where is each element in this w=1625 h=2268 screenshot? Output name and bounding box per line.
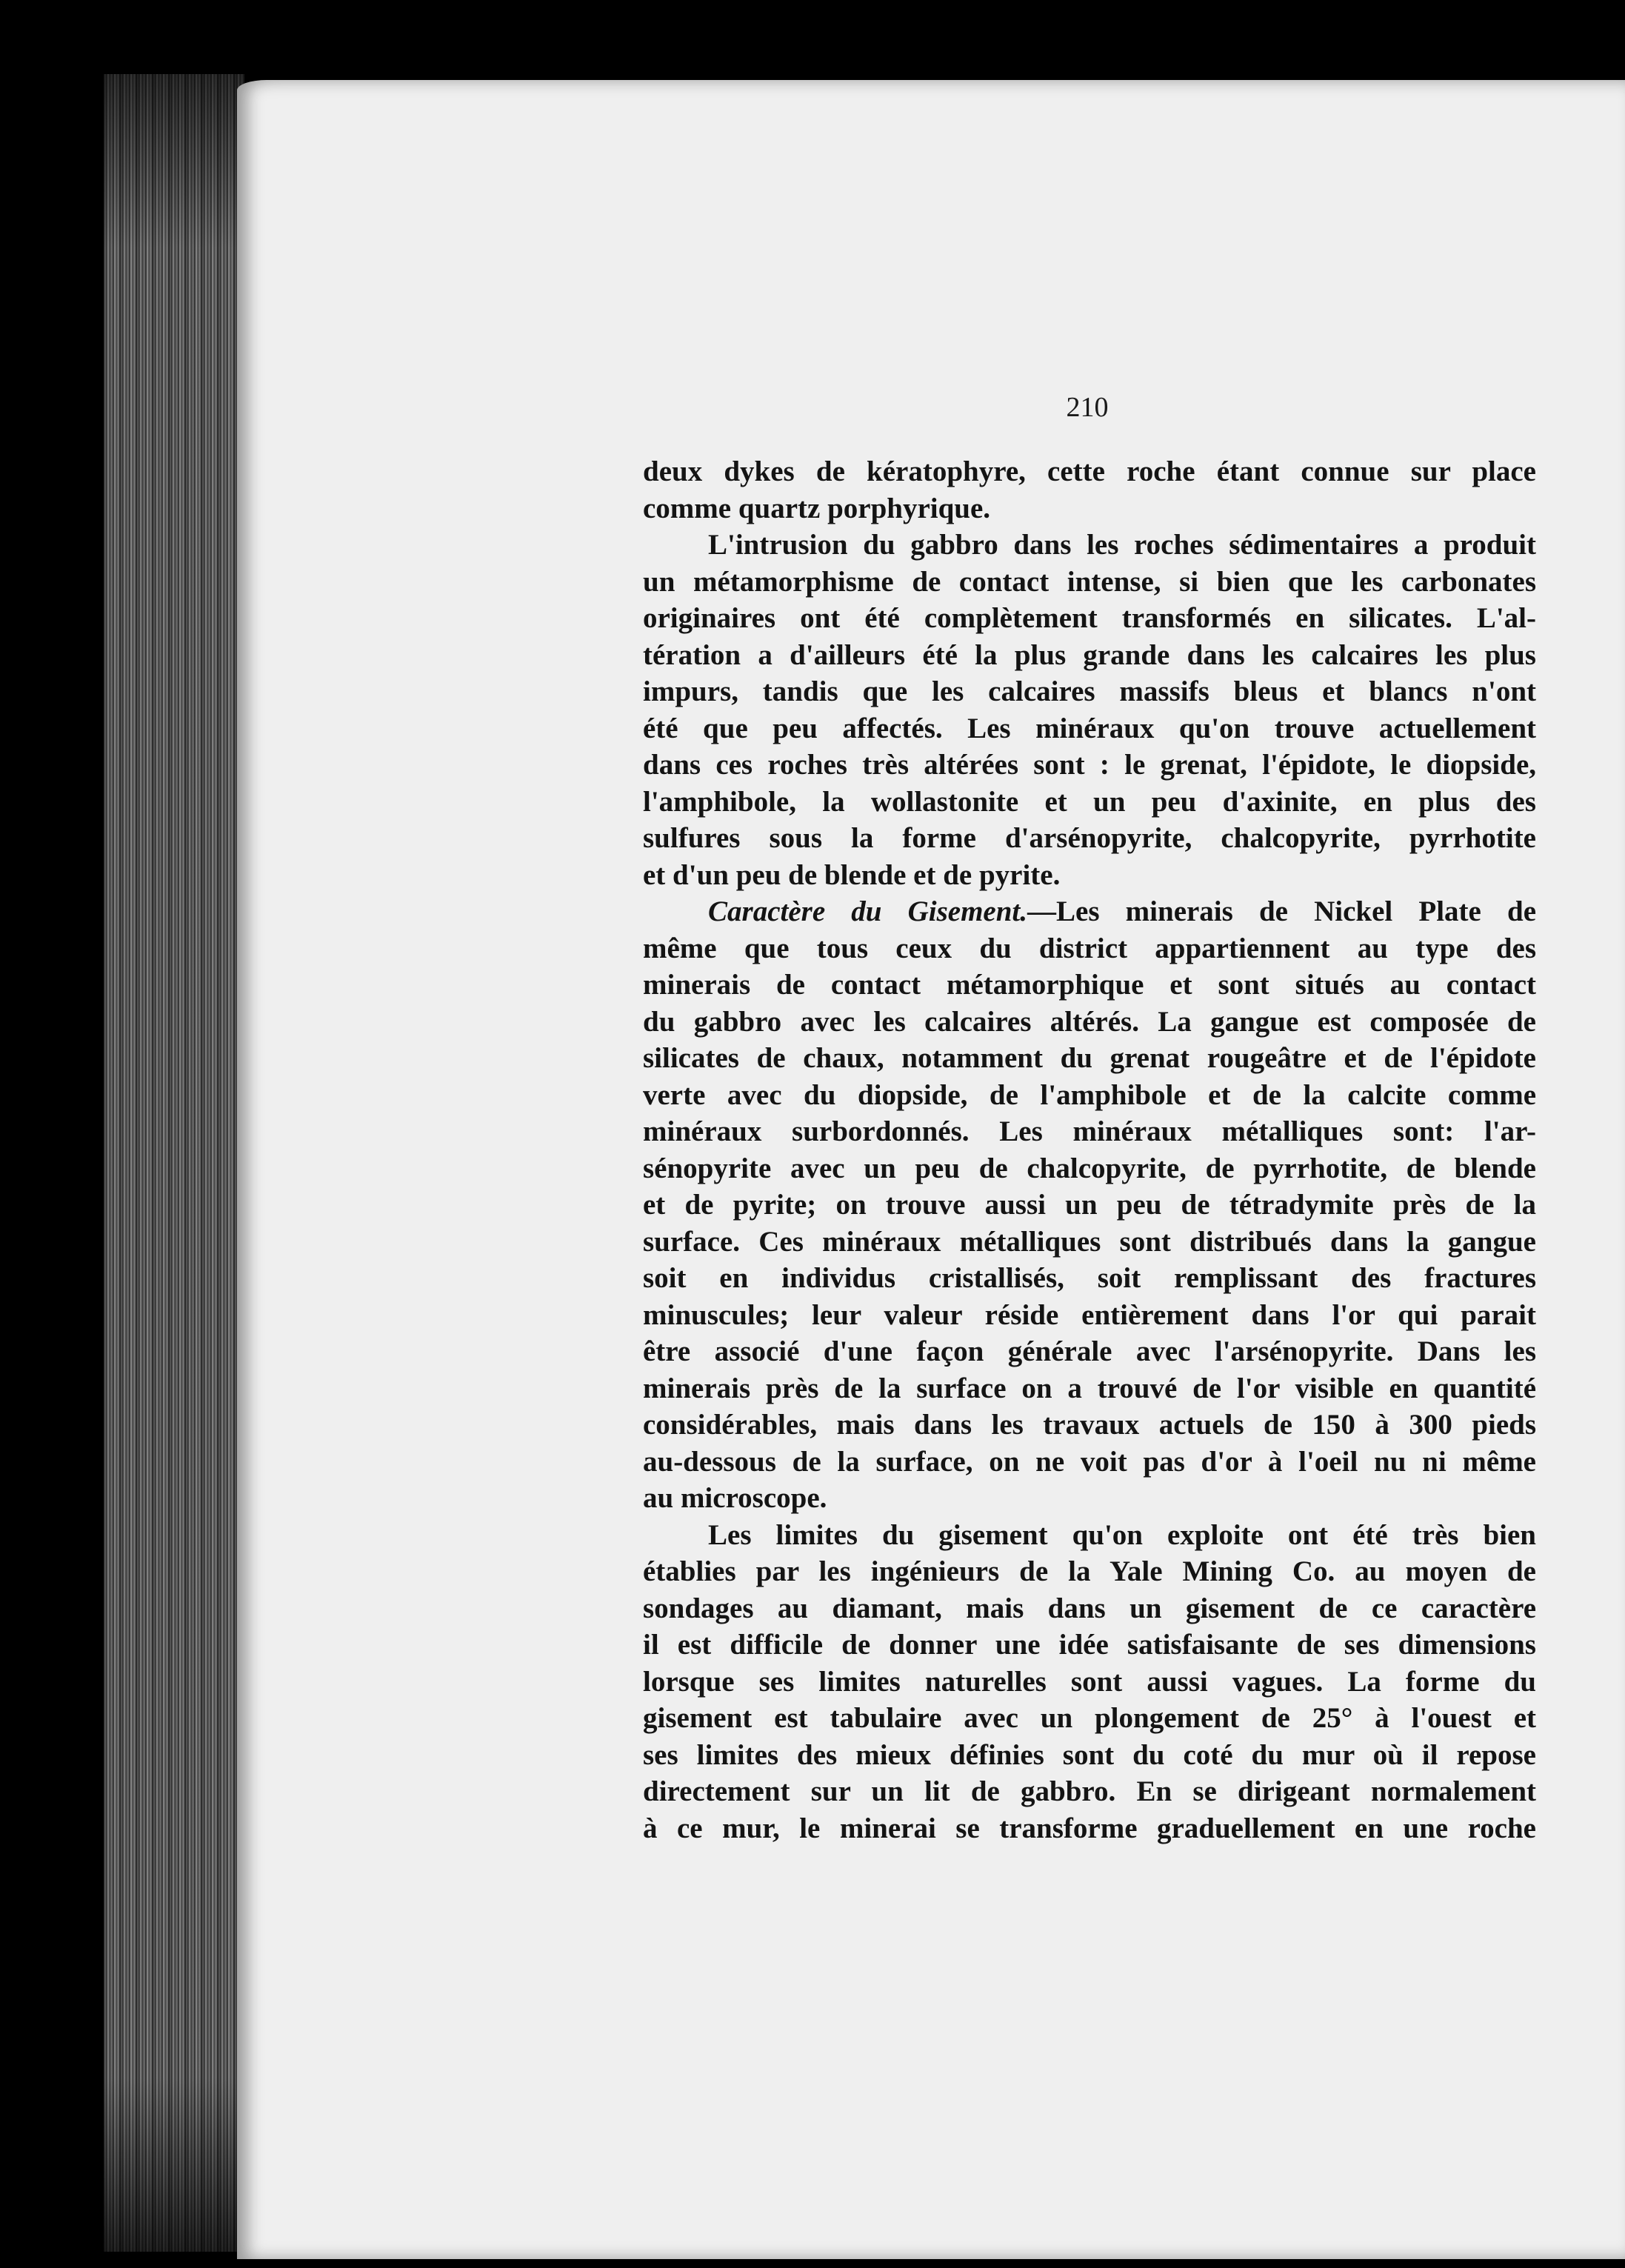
text-line: gisement est tabulaire avec un plongement de 25° à l'ouest et bbox=[643, 1702, 1536, 1734]
text-line: un métamorphisme de contact intense, si bien que les carbonates bbox=[643, 565, 1536, 598]
text-line: originaires ont été complètement transformés en silicates. L'al- bbox=[643, 602, 1536, 634]
text-line: du gabbro avec les calcaires altérés. La gangue est composée de bbox=[643, 1005, 1536, 1038]
text-line: verte avec du diopside, de l'amphibole et de la calcite comme bbox=[643, 1078, 1536, 1111]
text-line: soit en individus cristallisés, soit remplissant des fractures bbox=[643, 1262, 1536, 1294]
text-line: deux dykes de kératophyre, cette roche étant connue sur place bbox=[643, 456, 1536, 487]
section-heading: Caractère du Gisement. bbox=[708, 895, 1028, 927]
text-line: impurs, tandis que les calcaires massifs bleus et blancs n'ont bbox=[643, 676, 1536, 707]
text-line: minuscules; leur valeur réside entièrement dans l'or qui parait bbox=[643, 1298, 1536, 1331]
text-line: ses limites des mieux définies sont du coté du mur où il repose bbox=[643, 1738, 1536, 1771]
page-number: 210 bbox=[1066, 392, 1109, 423]
body-text bbox=[643, 453, 1536, 1847]
text-line: établies par les ingénieurs de la Yale Mining Co. au moyen de bbox=[643, 1555, 1536, 1587]
text-line bbox=[643, 893, 1536, 930]
text-line: considérables, mais dans les travaux actuels de 150 à 300 pieds bbox=[643, 1409, 1536, 1441]
text-line: lorsque ses limites naturelles sont aussi vagues. La forme du bbox=[643, 1665, 1536, 1698]
text-line: l'amphibole, la wollastonite et un peu d'axinite, en plus des bbox=[643, 785, 1536, 818]
text-line: sénopyrite avec un peu de chalcopyrite, de pyrrhotite, de blende bbox=[643, 1152, 1536, 1184]
text-line: minéraux surbordonnés. Les minéraux métalliques sont: l'ar- bbox=[643, 1115, 1536, 1147]
text-line: sondages au diamant, mais dans un gisement de ce caractère bbox=[643, 1592, 1536, 1624]
text-line: il est difficile de donner une idée satisfaisante de ses dimensions bbox=[643, 1629, 1536, 1661]
text-line: être associé d'une façon générale avec l'arsénopyrite. Dans les bbox=[643, 1335, 1536, 1367]
text-line: et d'un peu de blende et de pyrite. bbox=[643, 858, 1061, 891]
text-line: au microscope. bbox=[643, 1482, 827, 1514]
text-line: comme quartz porphyrique. bbox=[643, 492, 991, 524]
book-page-edges bbox=[104, 74, 244, 2252]
text-line: surface. Ces minéraux métalliques sont distribués dans la gangue bbox=[643, 1225, 1536, 1258]
text-line: tération a d'ailleurs été la plus grande dans les calcaires les plus bbox=[643, 638, 1536, 671]
text-line: minerais de contact métamorphique et sont situés au contact bbox=[643, 969, 1536, 1001]
text-line: silicates de chaux, notamment du grenat rougeâtre et de l'épidote bbox=[643, 1042, 1536, 1074]
text-line: L'intrusion du gabbro dans les roches sédimentaires a produit bbox=[708, 529, 1536, 561]
text-line: dans ces roches très altérées sont : le grenat, l'épidote, le diopside, bbox=[643, 749, 1536, 781]
text-line: au-dessous de la surface, on ne voit pas d'or à l'oeil nu ni même bbox=[643, 1445, 1536, 1478]
text-line: Les limites du gisement qu'on exploite ont été très bien bbox=[708, 1518, 1536, 1551]
text-line: minerais près de la surface on a trouvé de l'or visible en quantité bbox=[643, 1372, 1536, 1404]
text-line: sulfures sous la forme d'arsénopyrite, chalcopyrite, pyrrhotite bbox=[643, 822, 1536, 854]
text-line: même que tous ceux du district appartiennent au type des bbox=[643, 932, 1536, 964]
text-line: et de pyrite; on trouve aussi un peu de tétradymite près de la bbox=[643, 1189, 1536, 1221]
text-line: à ce mur, le minerai se transforme graduellement en une roche bbox=[643, 1812, 1536, 1844]
text-line-content: —Les minerais de Nickel Plate de bbox=[1027, 895, 1537, 927]
text-line: directement sur un lit de gabbro. En se dirigeant normalement bbox=[643, 1775, 1536, 1807]
text-line: été que peu affectés. Les minéraux qu'on trouve actuellement bbox=[643, 712, 1536, 744]
